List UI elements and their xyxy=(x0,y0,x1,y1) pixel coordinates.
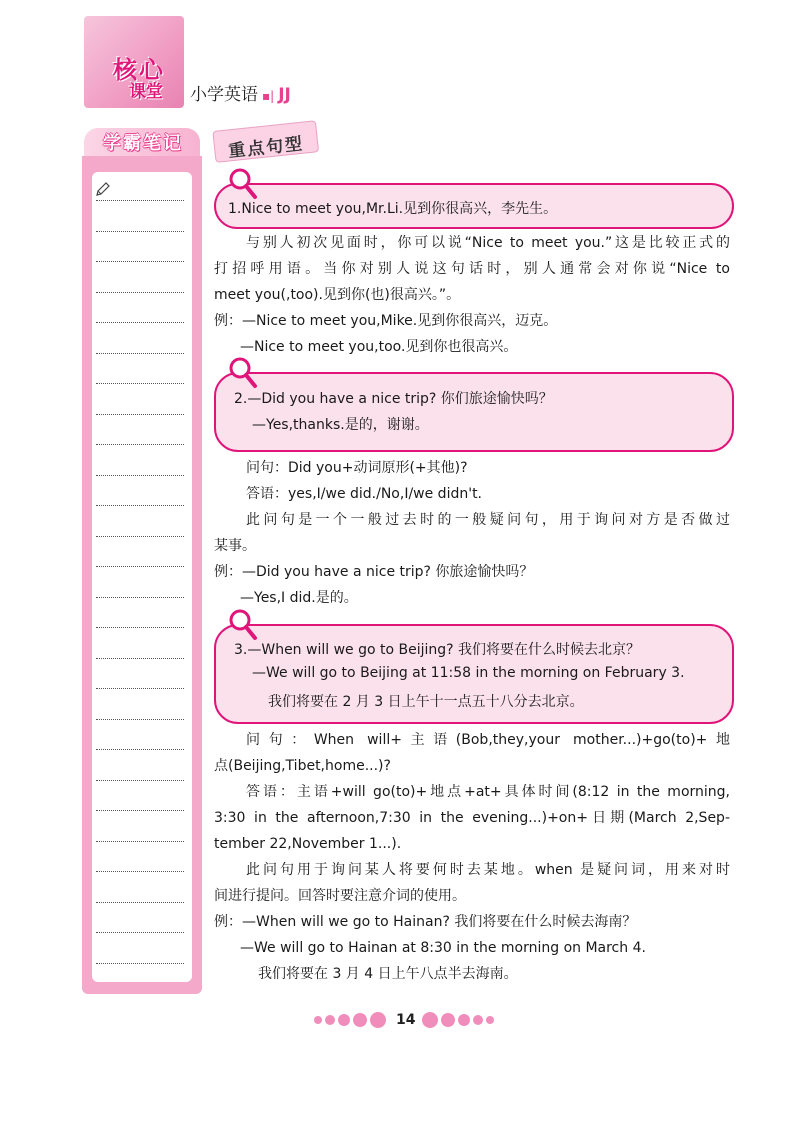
item-2-example-line: 例：—Did you have a nice trip? 你旅途愉快吗？ xyxy=(214,564,534,580)
note-line xyxy=(96,261,184,262)
item-3-body-line: 点(Beijing,Tibet,home...)? xyxy=(214,758,391,774)
page-dot xyxy=(486,1016,494,1024)
note-line xyxy=(96,841,184,842)
note-line xyxy=(96,658,184,659)
item-3-body-line: 此问句用于询问某人将要何时去某地。when 是疑问词，用来对时 xyxy=(246,862,730,878)
item-1-body-line: 打招呼用语。当你对别人说这句话时，别人通常会对你说“Nice to xyxy=(214,261,730,277)
note-line xyxy=(96,536,184,537)
magnifier-icon xyxy=(228,609,258,641)
item-3-example-line: 我们将要在 3 月 4 日上午八点半去海南。 xyxy=(258,966,518,982)
sentence-3-line-3: 我们将要在 2 月 3 日上午十一点五十八分去北京。 xyxy=(268,694,584,710)
note-line xyxy=(96,444,184,445)
item-2-body-line: 某事。 xyxy=(214,538,256,554)
item-3-body-line: 问句：When will+主语(Bob,they,your mother...)+go(to)+地 xyxy=(246,732,730,748)
note-line xyxy=(96,200,184,201)
logo-line-1: 核心 xyxy=(113,56,165,84)
page-dot xyxy=(314,1016,322,1024)
note-line xyxy=(96,871,184,872)
item-3-body-line: tember 22,November 1...). xyxy=(214,836,402,852)
item-3-example-line: —We will go to Hainan at 8:30 in the morning on March 4. xyxy=(240,940,646,956)
note-line xyxy=(96,292,184,293)
note-line xyxy=(96,475,184,476)
note-line xyxy=(96,963,184,964)
sentence-1-line-1: 1.Nice to meet you,Mr.Li.见到你很高兴，李先生。 xyxy=(228,201,558,217)
note-line xyxy=(96,322,184,323)
note-line xyxy=(96,810,184,811)
item-1-body-line: meet you(,too).见到你(也)很高兴。”。 xyxy=(214,287,461,303)
note-line xyxy=(96,688,184,689)
note-line xyxy=(96,597,184,598)
note-line xyxy=(96,505,184,506)
note-line xyxy=(96,414,184,415)
logo-line-2: 课堂 xyxy=(129,82,163,102)
item-2-body-line: 此问句是一个一般过去时的一般疑问句，用于询问对方是否做过 xyxy=(246,512,730,528)
sentence-2-line-1: 2.—Did you have a nice trip? 你们旅途愉快吗？ xyxy=(234,391,553,407)
note-line xyxy=(96,780,184,781)
item-3-body-line: 间进行提问。回答时要注意介词的使用。 xyxy=(214,888,466,904)
item-3-body-line: 答语：主语+will go(to)+地点+at+具体时间(8:12 in the morning, xyxy=(246,784,730,800)
note-line xyxy=(96,231,184,232)
pencil-icon xyxy=(95,181,111,197)
note-line xyxy=(96,719,184,720)
sentence-box-2 xyxy=(214,372,734,452)
separator-icon: ▪| xyxy=(262,89,275,103)
magnifier-icon xyxy=(228,357,258,389)
note-line xyxy=(96,627,184,628)
note-line xyxy=(96,383,184,384)
page-dot xyxy=(370,1012,386,1028)
sentence-2-line-2: —Yes,thanks.是的，谢谢。 xyxy=(252,417,429,433)
magnifier-icon xyxy=(228,168,258,200)
item-1-body-line: 与别人初次见面时，你可以说“Nice to meet you.”这是比较正式的 xyxy=(246,235,730,251)
item-2-body-line: 答语：yes,I/we did./No,I/we didn't. xyxy=(246,486,483,502)
page-dot xyxy=(353,1013,367,1027)
page-dot xyxy=(458,1014,470,1026)
sentence-3-line-1: 3.—When will we go to Beijing? 我们将要在什么时候去北京？ xyxy=(234,642,641,658)
item-1-example-line: 例：—Nice to meet you,Mike.见到你很高兴，迈克。 xyxy=(214,313,558,329)
note-line xyxy=(96,749,184,750)
item-2-body-line: 问句：Did you+动词原形(+其他)? xyxy=(246,460,468,476)
edition-label: JJ xyxy=(278,85,291,105)
sidebar-title: 学霸笔记 xyxy=(103,133,183,154)
page-dot xyxy=(325,1015,335,1025)
subject-name: 小学英语 xyxy=(190,85,258,105)
item-1-example-line: —Nice to meet you,too.见到你也很高兴。 xyxy=(240,339,518,355)
page-dot xyxy=(422,1012,438,1028)
note-line xyxy=(96,353,184,354)
notes-area xyxy=(92,172,192,982)
book-subject xyxy=(190,80,291,105)
note-line xyxy=(96,902,184,903)
page-dot xyxy=(473,1015,483,1025)
note-line xyxy=(96,566,184,567)
item-2-example-line: —Yes,I did.是的。 xyxy=(240,590,358,606)
item-3-body-line: 3:30 in the afternoon,7:30 in the evening...)+on+日期(March 2,Sep- xyxy=(214,810,730,826)
page-number: 14 xyxy=(396,1012,416,1028)
item-3-example-line: 例：—When will we go to Hainan? 我们将要在什么时候去海南？ xyxy=(214,914,637,930)
page-dot xyxy=(338,1014,350,1026)
note-line xyxy=(96,932,184,933)
brand-logo xyxy=(94,58,184,104)
section-tag: 重点句型 xyxy=(227,134,306,162)
page-dot xyxy=(441,1013,455,1027)
sentence-3-line-2: —We will go to Beijing at 11:58 in the morning on February 3. xyxy=(252,665,685,681)
